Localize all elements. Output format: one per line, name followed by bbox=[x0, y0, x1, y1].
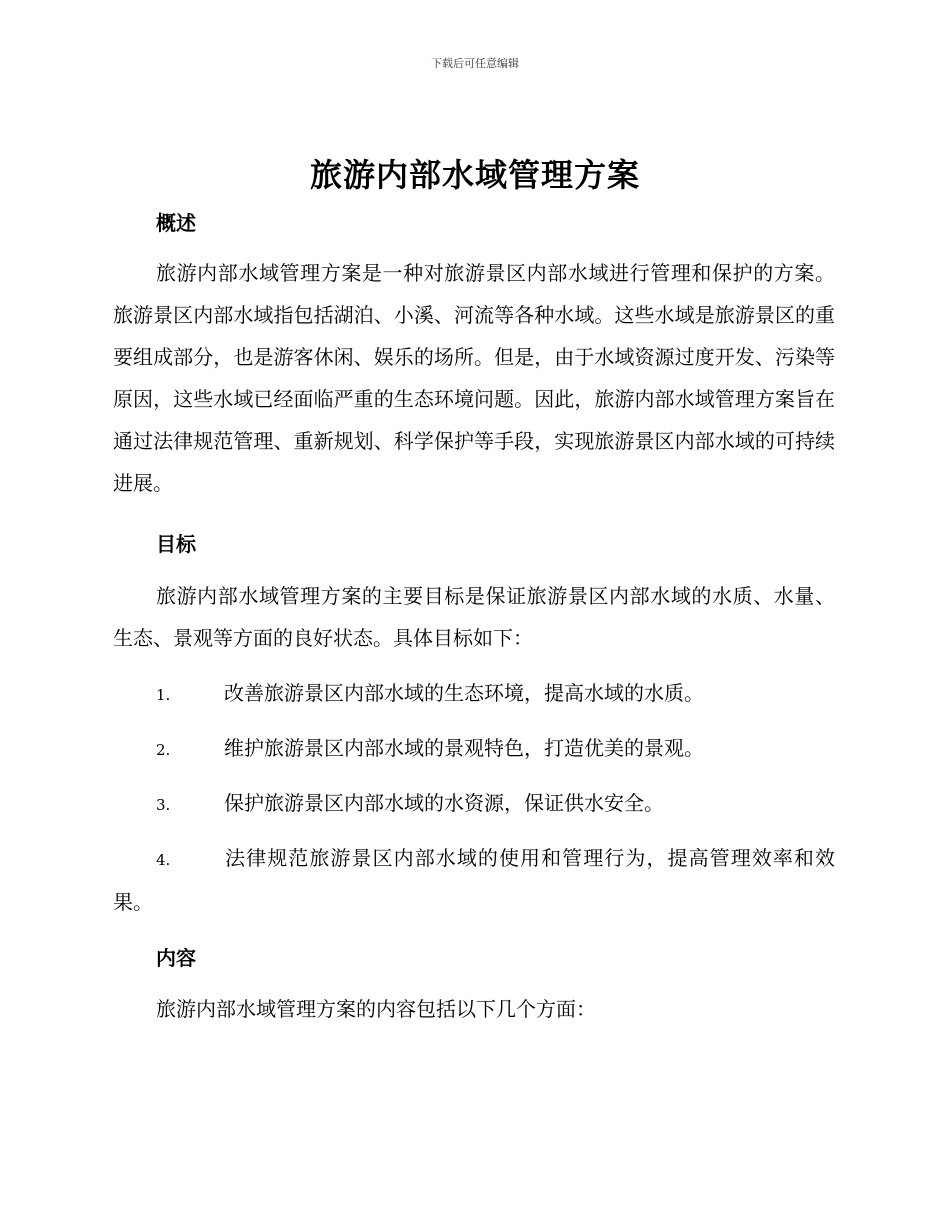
list-item bbox=[113, 837, 835, 923]
document-title: 旅游内部水域管理方案 bbox=[309, 156, 640, 194]
overview-paragraph: 旅游内部水域管理方案是一种对旅游景区内部水域进行管理和保护的方案。旅游景区内部水域指包括湖泊、小溪、河流等各种水域。这些水域是旅游景区的重要组成部分，也是游客休闲、娱乐的场所。但是，由于水域资源过度开发、污染等原因，这些水域已经面临严重的生态环境问题。因此，旅游内部水域管理方案旨在通过法律规范管理、重新规划、科学保护等手段，实现旅游景区内部水域的可持续进展。 bbox=[113, 261, 835, 495]
section-heading-goals: 目标 bbox=[156, 532, 196, 556]
list-text: 维护旅游景区内部水域的景观特色，打造优美的景观。 bbox=[224, 736, 704, 760]
list-text: 保护旅游景区内部水域的水资源，保证供水安全。 bbox=[224, 791, 664, 815]
section-heading-overview: 概述 bbox=[156, 211, 196, 235]
list-text: 改善旅游景区内部水域的生态环境，提高水域的水质。 bbox=[224, 681, 704, 705]
list-number: 2. bbox=[156, 741, 171, 759]
list-item bbox=[113, 672, 835, 716]
list-text: 法律规范旅游景区内部水域的使用和管理行为，提高管理效率和效果。 bbox=[113, 846, 835, 914]
list-number: 1. bbox=[156, 686, 171, 704]
list-number: 3. bbox=[156, 796, 171, 814]
list-item bbox=[113, 782, 835, 826]
list-number: 4. bbox=[156, 851, 171, 869]
content-paragraph: 旅游内部水域管理方案的内容包括以下几个方面： bbox=[156, 997, 596, 1021]
header-note: 下载后可任意编辑 bbox=[431, 57, 519, 70]
goals-paragraph: 旅游内部水域管理方案的主要目标是保证旅游景区内部水域的水质、水量、生态、景观等方面的良好状态。具体目标如下： bbox=[113, 584, 835, 650]
section-heading-content: 内容 bbox=[156, 946, 196, 970]
list-item bbox=[113, 727, 835, 771]
